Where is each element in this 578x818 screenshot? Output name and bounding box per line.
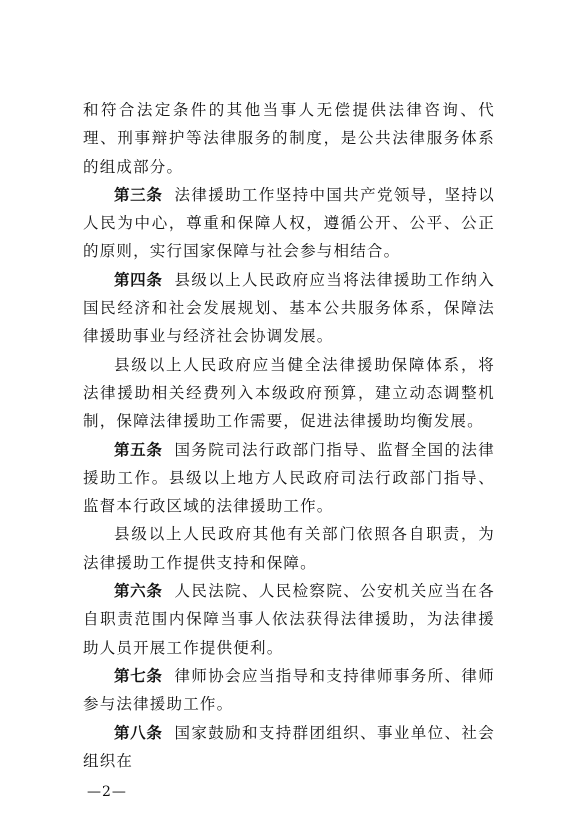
paragraph-text: 县级以上人民政府应当健全法律援助保障体系，将法律援助相关经费列入本级政府预算，建立动态调整机制，保障法律援助工作需要，促进法律援助均衡发展。 xyxy=(83,355,495,431)
article-heading: 第八条 xyxy=(114,723,163,742)
article-paragraph xyxy=(83,266,495,351)
article-heading: 第三条 xyxy=(114,185,163,204)
paragraph-text: 律师协会应当指导和支持律师事务所、律师参与法律援助工作。 xyxy=(83,666,495,714)
article-heading: 第六条 xyxy=(114,582,163,601)
article-paragraph xyxy=(83,719,495,776)
article-paragraph xyxy=(83,662,495,719)
paragraph xyxy=(83,96,495,181)
article-paragraph xyxy=(83,577,495,662)
article-heading: 第七条 xyxy=(114,666,163,685)
article-paragraph xyxy=(83,181,495,266)
paragraph-text: 县级以上人民政府其他有关部门依照各自职责，为法律援助工作提供支持和保障。 xyxy=(83,525,495,572)
paragraph-text: 法律援助工作坚持中国共产党领导，坚持以人民为中心，尊重和保障人权，遵循公开、公平、公正的原则，实行国家保障与社会参与相结合。 xyxy=(83,185,495,261)
paragraph-text: 人民法院、人民检察院、公安机关应当在各自职责范围内保障当事人依法获得法律援助，为法律援助人员开展工作提供便利。 xyxy=(83,582,495,657)
document-body xyxy=(83,96,495,775)
paragraph-text: 和符合法定条件的其他当事人无偿提供法律咨询、代理、刑事辩护等法律服务的制度，是公共法律服务体系的组成部分。 xyxy=(83,101,495,176)
paragraph-text: 国家鼓励和支持群团组织、事业单位、社会组织在 xyxy=(83,723,495,770)
page-number: —2— xyxy=(87,784,127,800)
article-paragraph xyxy=(83,436,495,521)
article-heading: 第五条 xyxy=(114,440,163,459)
article-heading: 第四条 xyxy=(114,270,163,289)
paragraph-text: 国务院司法行政部门指导、监督全国的法律援助工作。县级以上地方人民政府司法行政部门指导、监督本行政区域的法律援助工作。 xyxy=(83,440,495,516)
paragraph-text: 县级以上人民政府应当将法律援助工作纳入国民经济和社会发展规划、基本公共服务体系，保障法律援助事业与经济社会协调发展。 xyxy=(83,270,495,346)
paragraph xyxy=(83,351,495,436)
paragraph xyxy=(83,520,495,577)
